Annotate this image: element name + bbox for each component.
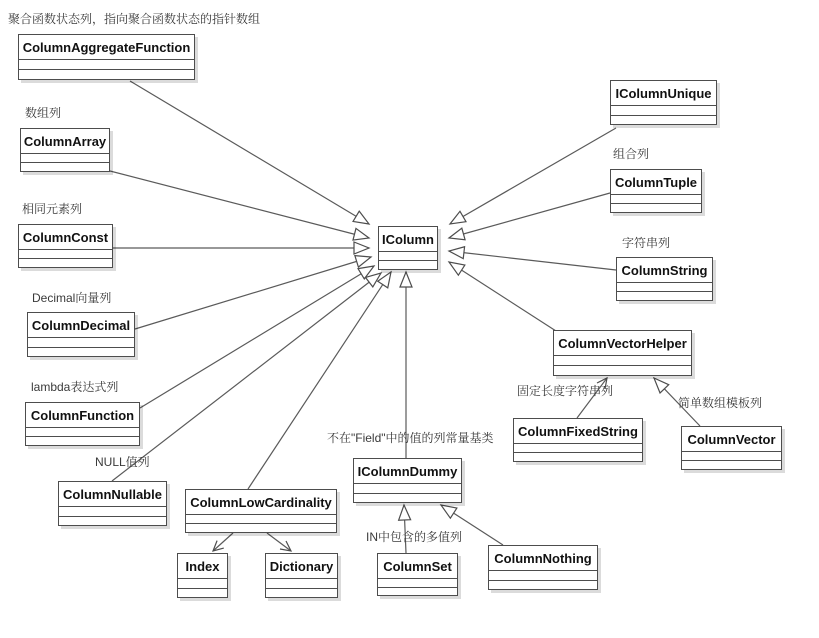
class-compartment xyxy=(514,443,642,452)
edge-ColumnLowCardinality-to-IColumn xyxy=(248,272,391,489)
class-compartment xyxy=(186,523,336,532)
class-box-ColumnNothing xyxy=(488,545,598,590)
edge-ColumnFunction-to-IColumn xyxy=(140,266,374,408)
edge-ColumnNullable-to-IColumn xyxy=(112,273,381,481)
class-box-ColumnVector xyxy=(681,426,782,470)
class-box-ColumnSet xyxy=(377,553,458,596)
class-name-ColumnAggregateFunction: ColumnAggregateFunction xyxy=(22,39,191,55)
class-compartment xyxy=(59,516,166,526)
class-compartment xyxy=(554,365,691,375)
class-compartment xyxy=(611,203,701,212)
class-name-ColumnConst: ColumnConst xyxy=(22,229,109,245)
class-compartment xyxy=(28,337,134,347)
class-name-ColumnArray: ColumnArray xyxy=(23,133,107,149)
class-name-ColumnSet: ColumnSet xyxy=(383,558,452,574)
class-compartment xyxy=(489,570,597,580)
class-compartment xyxy=(682,460,781,469)
class-compartment xyxy=(617,282,712,291)
class-compartment xyxy=(21,153,109,162)
class-box-ColumnString xyxy=(616,257,713,301)
class-compartment xyxy=(26,436,139,445)
class-name-IColumnUnique: IColumnUnique xyxy=(615,85,712,101)
note-nullable: NULL值列 xyxy=(95,455,150,469)
edge-ColumnVectorHelper-to-IColumn xyxy=(449,262,556,331)
class-box-ColumnNullable xyxy=(58,481,167,526)
class-compartment xyxy=(354,483,461,493)
class-box-IColumnUnique xyxy=(610,80,717,125)
class-box-ColumnLowCardinality xyxy=(185,489,337,533)
class-box-IColumnDummy xyxy=(353,458,462,503)
edge-ColumnTuple-to-IColumn xyxy=(449,193,610,238)
note-tuple: 组合列 xyxy=(613,147,650,161)
class-name-ColumnFixedString: ColumnFixedString xyxy=(518,423,638,439)
class-name-ColumnNothing: ColumnNothing xyxy=(494,550,592,566)
edge-ColumnLowCardinality-to-Index xyxy=(213,533,233,551)
class-compartment xyxy=(682,451,781,460)
note-aggregate: 聚合函数状态列，指向聚合函数状态的指针数组 xyxy=(8,12,261,26)
class-compartment xyxy=(19,249,112,258)
class-name-ColumnTuple: ColumnTuple xyxy=(614,174,698,190)
class-box-ColumnTuple xyxy=(610,169,702,213)
class-compartment xyxy=(266,578,337,588)
class-compartment xyxy=(19,59,194,69)
class-compartment xyxy=(489,580,597,590)
class-compartment xyxy=(28,347,134,357)
edge-ColumnString-to-IColumn xyxy=(449,251,616,270)
edge-ColumnLowCardinality-to-Dictionary xyxy=(267,533,291,551)
note-const: 相同元素列 xyxy=(22,202,83,216)
edge-IColumnUnique-to-IColumn xyxy=(450,128,616,224)
class-compartment xyxy=(178,578,227,588)
class-box-Dictionary xyxy=(265,553,338,598)
class-compartment xyxy=(21,162,109,171)
class-name-ColumnFunction: ColumnFunction xyxy=(30,407,135,423)
note-array: 数组列 xyxy=(25,106,62,120)
class-compartment xyxy=(19,258,112,267)
note-dummy: 不在"Field"中的值的列常量基类 xyxy=(327,431,494,445)
class-compartment xyxy=(378,578,457,587)
class-name-ColumnNullable: ColumnNullable xyxy=(63,486,162,502)
class-compartment xyxy=(59,506,166,516)
class-name-IColumnDummy: IColumnDummy xyxy=(357,463,458,479)
edge-ColumnAggregateFunction-to-IColumn xyxy=(130,81,369,224)
class-compartment xyxy=(514,452,642,461)
class-compartment xyxy=(178,588,227,598)
note-string: 字符串列 xyxy=(622,236,671,250)
class-compartment xyxy=(186,514,336,523)
class-name-ColumnDecimal: ColumnDecimal xyxy=(31,317,131,333)
class-name-Index: Index xyxy=(185,558,220,574)
class-name-ColumnVector: ColumnVector xyxy=(687,431,776,447)
class-compartment xyxy=(266,588,337,598)
class-box-ColumnConst xyxy=(18,224,113,268)
edge-ColumnSet-to-IColumnDummy xyxy=(404,505,406,553)
class-box-Index xyxy=(177,553,228,598)
class-name-ColumnLowCardinality: ColumnLowCardinality xyxy=(190,494,332,510)
class-name-Dictionary: Dictionary xyxy=(269,558,334,574)
class-compartment xyxy=(378,587,457,596)
class-box-IColumn xyxy=(378,226,438,270)
class-box-ColumnAggregateFunction xyxy=(18,34,195,80)
note-function: lambda表达式列 xyxy=(31,380,119,394)
class-box-ColumnVectorHelper xyxy=(553,330,692,376)
class-box-ColumnFixedString xyxy=(513,418,643,462)
class-compartment xyxy=(611,115,716,125)
edge-ColumnDecimal-to-IColumn xyxy=(135,257,371,329)
class-compartment xyxy=(354,493,461,503)
class-name-IColumn: IColumn xyxy=(382,231,434,247)
class-compartment xyxy=(379,251,437,260)
note-set: IN中包含的多值列 xyxy=(366,530,463,544)
class-compartment xyxy=(379,260,437,269)
class-compartment xyxy=(617,291,712,300)
class-compartment xyxy=(611,194,701,203)
class-compartment xyxy=(554,355,691,365)
note-vector: 简单数组模板列 xyxy=(678,396,763,410)
note-decimal: Decimal向量列 xyxy=(32,291,112,305)
class-compartment xyxy=(611,105,716,115)
class-name-ColumnString: ColumnString xyxy=(621,262,708,278)
edge-ColumnArray-to-IColumn xyxy=(110,171,369,238)
class-box-ColumnDecimal xyxy=(27,312,135,357)
class-compartment xyxy=(19,69,194,79)
class-box-ColumnFunction xyxy=(25,402,140,446)
note-fixedstring: 固定长度字符串列 xyxy=(517,384,614,398)
class-name-ColumnVectorHelper: ColumnVectorHelper xyxy=(558,335,687,351)
class-box-ColumnArray xyxy=(20,128,110,172)
class-compartment xyxy=(26,427,139,436)
